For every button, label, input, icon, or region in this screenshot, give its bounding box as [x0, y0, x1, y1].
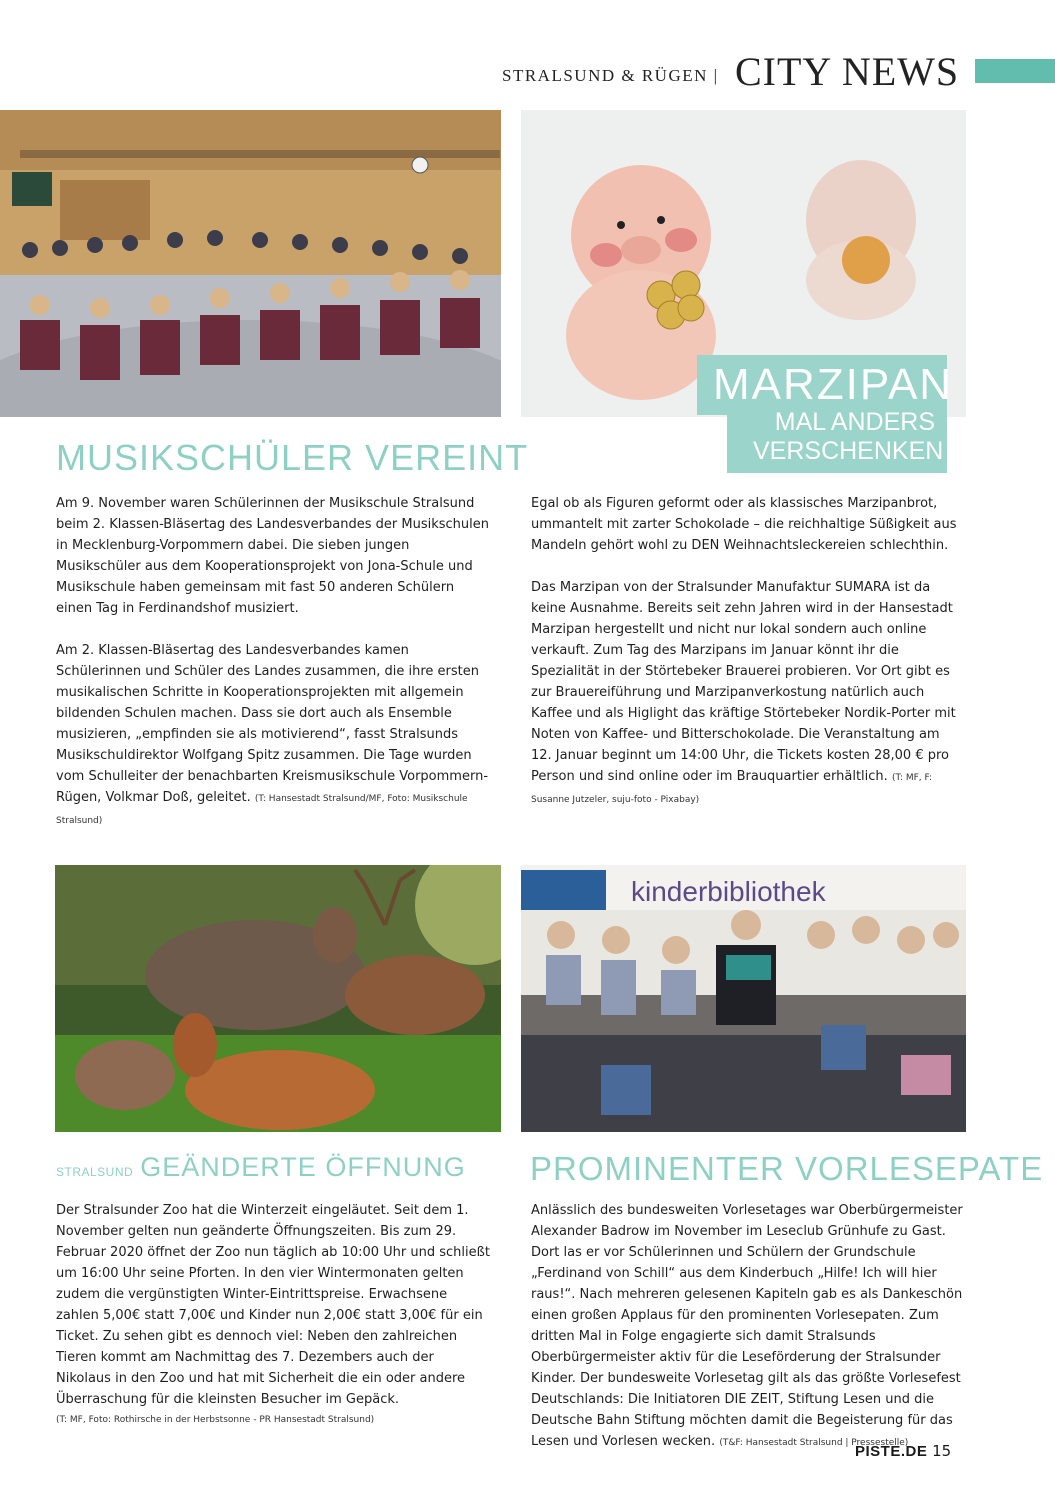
marzipan-credit: (T: MF, F: Susanne Jutzeler, suju-foto - Pixabay) [531, 773, 933, 805]
zoo-headline: GEÄNDERTE ÖFFNUNG [140, 1152, 466, 1182]
library-sign-text: kinderbibliothek [631, 876, 826, 907]
header-region: STRALSUND & RÜGEN | [502, 66, 719, 85]
reading-credit: (T&F: Hansestadt Stralsund | Pressestelle) [719, 1438, 909, 1448]
reading-photo [521, 865, 966, 1132]
zoo-body [56, 1200, 490, 1431]
header-accent-bar [975, 59, 1055, 83]
marzipan-title: MARZIPAN [713, 360, 954, 409]
marzipan-subtitle [753, 408, 944, 466]
music-headline: MUSIKSCHÜLER VEREINT [56, 437, 529, 478]
music-credit: (T: Hansestadt Stralsund/MF, Foto: Musikschule Stralsund) [56, 794, 468, 826]
reading-headline: PROMINENTER VORLESEPATE [530, 1150, 1044, 1187]
music-body [56, 493, 490, 831]
marzipan-subtitle-line1: MAL ANDERS [774, 408, 935, 436]
zoo-credit: (T: MF, Foto: Rothirsche in der Herbstsonne - PR Hansestadt Stralsund) [56, 1415, 375, 1425]
marzipan-paragraph-1: Egal ob als Figuren geformt oder als klassisches Marzipanbrot, ummantelt mit zarter Schokolade – die reichhaltige Süßigkeit aus Mandeln gehört wohl zu DEN Weihnachtsleckereien schlechthin. [531, 496, 957, 553]
deer-photo [55, 865, 501, 1132]
zoo-paragraph: Der Stralsunder Zoo hat die Winterzeit eingeläutet. Seit dem 1. November gelten nun geänderte Öffnungszeiten. Bis zum 29. Februar 2020 öffnet der Zoo nun täglich ab 10:00 Uhr und schließt um 16:00 Uhr seine Pforten. In den vier Wintermonaten gelten zudem die vergünstigten Winter-Eintrittspreise. Erwachsene zahlen 5,00€ statt 7,00€ und Kinder nun 2,00€ statt 3,00€ für ein Ticket. Zu sehen gibt es dennoch viel: Neben den zahlreichen Tieren kommt am Nachmittag des 7. Dezembers auch der Nikolaus in den Zoo und hat mit Sicherheit die ein oder andere Überraschung für die kleinsten Besucher im Gepäck. [56, 1203, 490, 1407]
footer-brand: PISTE.DE [855, 1443, 928, 1460]
reading-body [531, 1200, 963, 1453]
page-footer [855, 1442, 951, 1460]
zoo-heading [56, 1152, 466, 1183]
page-number: 15 [932, 1442, 952, 1460]
marzipan-paragraph-2: Das Marzipan von der Stralsunder Manufaktur SUMARA ist da keine Ausnahme. Bereits seit zehn Jahren wird in der Hansestadt Marzipan hergestellt und nicht nur lokal sondern auch online verkauft. Zum Tag des Marzipans im Januar könnt ihr die Spezialität in der Störtebeker Brauerei probieren. Vor Ort gibt es zur Brauereiführung und Marzipanverkostung natürlich auch Kaffee und als Higlight das kräftige Störtebeker Nordik-Porter mit Noten von Kaffee- und Bitterschokolade. Die Veranstaltung am 12. Januar beginnt um 14:00 Uhr, die Tickets kosten 28,00 € pro Person und sind online oder im Brauquartier erhältlich. [531, 580, 956, 784]
zoo-kicker: STRALSUND [56, 1165, 134, 1179]
music-photo [0, 110, 501, 417]
marzipan-body [531, 493, 963, 810]
music-paragraph-2: Am 2. Klassen-Bläsertag des Landesverbandes kamen Schülerinnen und Schüler des Landes zusammen, die ihre ersten musikalischen Schritte in Kooperationsprojekten mit allgemein bildenden Schulen machen. Dass sie dort auch als Ensemble musizieren, „empfinden sie als motivierend“, fasst Stralsunds Musikschuldirektor Wolfgang Spitz zusammen. Die Tage wurden vom Schulleiter der benachbarten Kreismusikschule Vorpommern-Rügen, Volkmar Doß, geleitet. [56, 643, 489, 805]
reading-paragraph: Anlässlich des bundesweiten Vorlesetages war Oberbürgermeister Alexander Badrow im November im Leseclub Grünhufe zu Gast. Dort las er vor Schülerinnen und Schülern der Grundschule „Ferdinand von Schill“ aus dem Kinderbuch „Hilfe! Ich will hier raus!“. Nach mehreren gelesenen Kapiteln gab es als Dankeschön einen großen Applaus für den prominenten Vorlesepaten. Zum dritten Mal in Folge engagierte sich damit Stralsunds Oberbürgermeister aktiv für die Leseförderung der Stralsunder Kinder. Der bundesweite Vorlesetag gilt als das größte Vorlesefest Deutschlands: Die Initiatoren DIE ZEIT, Stiftung Lesen und die Deutsche Bahn Stiftung möchten damit die Begeisterung für das Lesen und Vorlesen wecken. [531, 1203, 963, 1449]
music-paragraph-1: Am 9. November waren Schülerinnen der Musikschule Stralsund beim 2. Klassen-Bläsertag des Landesverbandes der Musikschulen in Mecklenburg-Vorpommern dabei. Die sieben jungen Musikschüler aus dem Kooperationsprojekt von Jona-Schule und Musikschule haben gemeinsam mit fast 50 anderen Schülern einen Tag in Ferdinandshof musiziert. [56, 496, 489, 616]
marzipan-subtitle-line2: VERSCHENKEN [753, 437, 944, 465]
header-section-title: CITY NEWS [735, 49, 960, 94]
